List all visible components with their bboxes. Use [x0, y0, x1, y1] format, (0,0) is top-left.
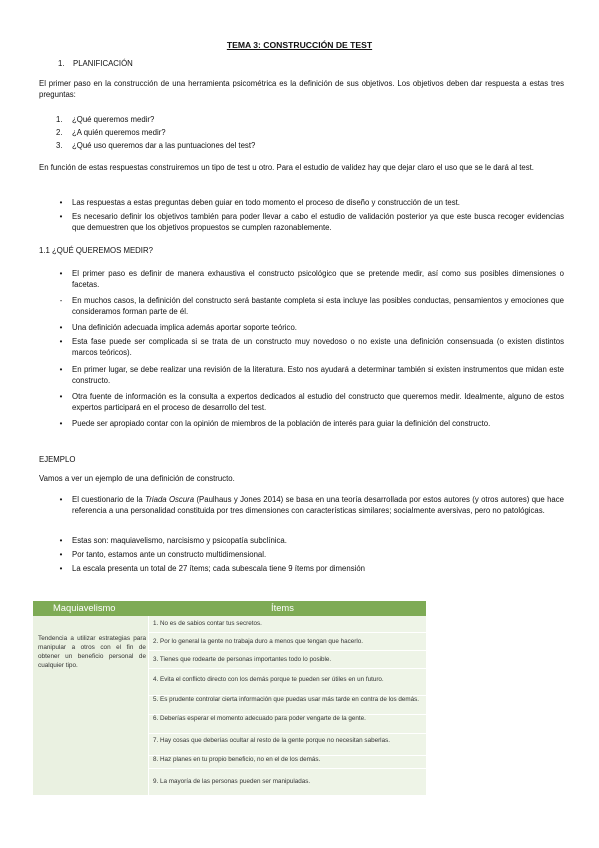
bullet-marker: •	[59, 536, 63, 545]
row-divider	[149, 668, 426, 669]
table-header	[33, 601, 426, 616]
bullet-marker: •	[59, 419, 63, 428]
bullet-text: Otra fuente de información es la consulta a expertos dedicados al estudio del constructo que queremos medir. Idealmente, alguno de estos expertos participará en el proceso de desarrollo del test.	[72, 392, 564, 412]
paragraph-validity: En función de estas respuestas construiremos un tipo de test u otro. Para el estudio de validez hay que dejar claro el uso que se le dará al test.	[39, 163, 534, 172]
question-number: 2.	[56, 128, 63, 137]
bullet-text: Estas son: maquiavelismo, narcisismo y psicopatía subclínica.	[72, 536, 287, 545]
bullet-marker: •	[59, 564, 63, 573]
table-row: 1. No es de sabios contar tus secretos.	[153, 620, 262, 627]
example-intro: Vamos a ver un ejemplo de una definición de constructo.	[39, 474, 235, 483]
table-row: 7. Hay cosas que deberías ocultar al resto de la gente porque no necesitan saberlas.	[153, 737, 390, 744]
bullet-marker: •	[59, 550, 63, 559]
bullet-marker: •	[59, 495, 63, 504]
question-text: ¿A quién queremos medir?	[72, 128, 166, 137]
question-number: 1.	[56, 115, 63, 124]
description-cell	[33, 616, 148, 795]
row-divider	[149, 768, 426, 769]
bullet-marker: •	[59, 269, 63, 278]
bullet-text: Puede ser apropiado contar con la opinión de miembros de la población de interés para guiar la definición del constructo.	[72, 419, 491, 428]
items-cell	[149, 616, 426, 795]
bullet-marker: -	[59, 296, 63, 305]
bullet-marker: •	[59, 198, 63, 207]
question-text: ¿Qué queremos medir?	[72, 115, 155, 124]
bullet-text: En primer lugar, se debe realizar una revisión de la literatura. Esto nos ayudará a determinar también si existen instrumentos que midan este constructo.	[72, 365, 564, 385]
bullet-marker: •	[59, 212, 63, 221]
table-row: 9. La mayoría de las personas pueden ser manipuladas.	[153, 778, 311, 785]
bullet-text: Las respuestas a estas preguntas deben guiar en todo momento el proceso de diseño y construcción de un test.	[72, 198, 460, 207]
question-text: ¿Qué uso queremos dar a las puntuaciones del test?	[72, 141, 256, 150]
row-divider	[149, 650, 426, 651]
section-number: 1.	[58, 59, 65, 68]
intro-paragraph: El primer paso en la construcción de una herramienta psicométrica es la definición de sus objetivos. Los objetivos deben dar respuesta a estas tres preguntas:	[39, 79, 564, 99]
header-items: Ítems	[271, 602, 294, 613]
bullet-text: El primer paso es definir de manera exhaustiva el constructo psicológico que se pretende medir, así como sus posibles dimensiones o facetas.	[72, 269, 564, 289]
header-maquiavelismo: Maquiavelismo	[53, 602, 116, 613]
bullet-marker: •	[59, 392, 63, 401]
bullet-text: Por tanto, estamos ante un constructo multidimensional.	[72, 550, 267, 559]
table-row: 6. Deberías esperar el momento adecuado para poder vengarte de la gente.	[153, 715, 366, 722]
document-title: TEMA 3: CONSTRUCCIÓN DE TEST	[226, 40, 373, 50]
bullet-marker: •	[59, 323, 63, 332]
bullet-text: En muchos casos, la definición del constructo será bastante completa si esta incluye las posibles conductas, pensamientos y emociones que consideramos forman parte de él.	[72, 296, 564, 316]
row-divider	[149, 733, 426, 734]
bullet-marker: •	[59, 337, 63, 346]
question-number: 3.	[56, 141, 63, 150]
bullet-text: Esta fase puede ser complicada si se trata de un constructo muy novedoso o no existe una definición consensuada (o existen distintos marcos teóricos).	[72, 337, 564, 357]
table-row: 8. Haz planes en tu propio beneficio, no en el de los demás.	[153, 756, 321, 763]
bullet-text: Es necesario definir los objetivos también para poder llevar a cabo el estudio de validación posterior ya que este busca recoger evidencias que demuestren que los objetivos propuestos se cumplen razonablemente.	[72, 212, 564, 232]
table-row: 3. Tienes que rodearte de personas importantes todo lo posible.	[153, 656, 332, 663]
bullet-text: Una definición adecuada implica además aportar soporte teórico.	[72, 323, 297, 332]
dimension-description: Tendencia a utilizar estrategias para manipular a otros con el fin de obtener un beneficio personal de cualquier tipo.	[38, 635, 146, 669]
bullet-text: La escala presenta un total de 27 ítems; cada subescala tiene 9 ítems por dimensión	[72, 564, 365, 573]
table-row: 5. Es prudente controlar cierta información que puedas usar más tarde en contra de los demás.	[153, 696, 420, 703]
row-divider	[149, 632, 426, 633]
bullet-marker: •	[59, 365, 63, 374]
bullet-text-triada: El cuestionario de la Triada Oscura (Paulhaus y Jones 2014) se basa en una teoría desarrollada por estos autores (y otros autores) que hace referencia a una personalidad constituida por tres dimensiones con características similares; socialmente aversivas, pero no patológicas.	[72, 495, 564, 515]
section-heading: PLANIFICACIÓN	[73, 59, 133, 68]
table-row: 2. Por lo general la gente no trabaja duro a menos que tengan que hacerlo.	[153, 638, 364, 645]
machiavellianism-table	[33, 601, 426, 795]
subsection-heading: 1.1 ¿QUÉ QUEREMOS MEDIR?	[39, 246, 153, 255]
table-row: 4. Evita el conflicto directo con los demás porque te pueden ser útiles en un futuro.	[153, 676, 384, 683]
example-heading: EJEMPLO	[39, 455, 76, 464]
